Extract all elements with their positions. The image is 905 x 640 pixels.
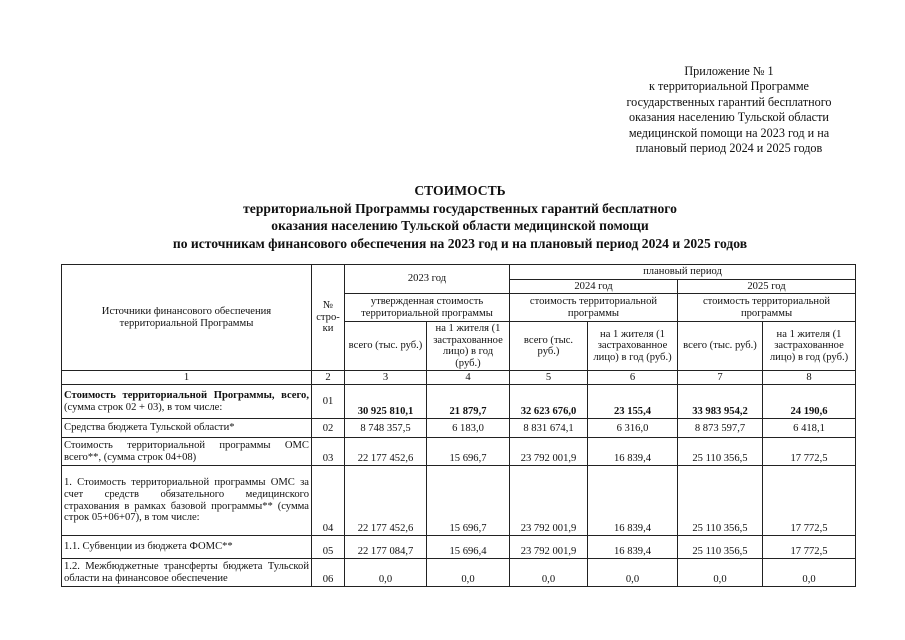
value-cell: 25 110 356,5 bbox=[678, 536, 763, 559]
row-label bbox=[62, 385, 312, 419]
value-cell: 15 696,7 bbox=[427, 466, 510, 536]
column-number: 4 bbox=[427, 371, 510, 385]
table-row bbox=[62, 419, 856, 438]
value-cell: 23 155,4 bbox=[588, 385, 678, 419]
value-cell: 22 177 084,7 bbox=[345, 536, 427, 559]
appendix-line: к территориальной Программе bbox=[649, 79, 809, 94]
title-line: территориальной Программы государственных гарантий бесплатного bbox=[243, 200, 677, 216]
value-cell: 0,0 bbox=[588, 559, 678, 587]
value-cell: 21 879,7 bbox=[427, 385, 510, 419]
value-cell: 6 183,0 bbox=[427, 419, 510, 438]
header-per-capita-2024: на 1 жителя (1 застрахованное лицо) в год (руб.) bbox=[588, 322, 678, 371]
value-cell: 6 418,1 bbox=[763, 419, 856, 438]
value-cell: 0,0 bbox=[510, 559, 588, 587]
row-code: 05 bbox=[312, 536, 345, 559]
value-cell: 24 190,6 bbox=[763, 385, 856, 419]
column-number-row bbox=[62, 371, 856, 385]
value-cell: 8 873 597,7 bbox=[678, 419, 763, 438]
header-total-2024: всего (тыс. руб.) bbox=[510, 322, 588, 371]
value-cell: 8 748 357,5 bbox=[345, 419, 427, 438]
value-cell: 17 772,5 bbox=[763, 466, 856, 536]
table-row bbox=[62, 536, 856, 559]
value-cell: 15 696,4 bbox=[427, 536, 510, 559]
column-number: 6 bbox=[588, 371, 678, 385]
document-title bbox=[60, 182, 860, 252]
value-cell: 32 623 676,0 bbox=[510, 385, 588, 419]
row-code: 06 bbox=[312, 559, 345, 587]
appendix-line: медицинской помощи на 2023 год и на bbox=[628, 125, 830, 140]
appendix-line: оказания населению Тульской области bbox=[629, 110, 829, 125]
title-line: оказания населению Тульской области медицинской помощи bbox=[271, 218, 649, 234]
value-cell: 0,0 bbox=[678, 559, 763, 587]
value-cell: 6 316,0 bbox=[588, 419, 678, 438]
header-total-2023: всего (тыс. руб.) bbox=[345, 322, 427, 371]
table-row bbox=[62, 559, 856, 587]
title-line: СТОИМОСТЬ bbox=[414, 183, 506, 198]
header-year-2024: 2024 год bbox=[510, 279, 678, 294]
value-cell: 33 983 954,2 bbox=[678, 385, 763, 419]
value-cell: 16 839,4 bbox=[588, 536, 678, 559]
header-total-2025: всего (тыс. руб.) bbox=[678, 322, 763, 371]
value-cell: 17 772,5 bbox=[763, 438, 856, 466]
column-number: 7 bbox=[678, 371, 763, 385]
table-row bbox=[62, 385, 856, 419]
header-source: Источники финансового обеспечения территориальной Программы bbox=[62, 265, 312, 371]
column-number: 1 bbox=[62, 371, 312, 385]
table-row bbox=[62, 438, 856, 466]
title-line: по источникам финансового обеспечения на 2023 год и на плановый период 2024 и 2025 годов bbox=[172, 235, 748, 251]
appendix-line: плановый период 2024 и 2025 годов bbox=[635, 141, 823, 156]
column-number: 5 bbox=[510, 371, 588, 385]
row-code: 02 bbox=[312, 419, 345, 438]
value-cell: 0,0 bbox=[345, 559, 427, 587]
row-code: 04 bbox=[312, 466, 345, 536]
value-cell: 16 839,4 bbox=[588, 438, 678, 466]
row-code: 03 bbox=[312, 438, 345, 466]
value-cell: 0,0 bbox=[427, 559, 510, 587]
value-cell: 17 772,5 bbox=[763, 536, 856, 559]
header-per-capita-2025: на 1 жителя (1 застрахованное лицо) в год (руб.) bbox=[763, 322, 856, 371]
value-cell: 30 925 810,1 bbox=[345, 385, 427, 419]
row-label: 1.2. Межбюджетные трансферты бюджета Тульской области на финансовое обеспечение bbox=[62, 559, 312, 587]
header-row-number: № стро-ки bbox=[312, 265, 345, 371]
appendix-note bbox=[600, 64, 858, 156]
header-per-capita-2023: на 1 жителя (1 застрахованное лицо) в год (руб.) bbox=[427, 322, 510, 371]
header-program-cost-2025: стоимость территориальной программы bbox=[678, 294, 856, 322]
header-year-2023: 2023 год bbox=[345, 265, 510, 294]
row-label: 1. Стоимость территориальной программы ОМС за счет средств обязательного медицинского страхования в рамках базовой программы** (сумма строк 05+06+07), в том числе: bbox=[62, 466, 312, 536]
table-row bbox=[62, 466, 856, 536]
value-cell: 22 177 452,6 bbox=[345, 466, 427, 536]
value-cell: 23 792 001,9 bbox=[510, 438, 588, 466]
column-number: 2 bbox=[312, 371, 345, 385]
value-cell: 8 831 674,1 bbox=[510, 419, 588, 438]
value-cell: 22 177 452,6 bbox=[345, 438, 427, 466]
header-program-cost-2024: стоимость территориальной программы bbox=[510, 294, 678, 322]
appendix-line: Приложение № 1 bbox=[684, 64, 774, 78]
value-cell: 0,0 bbox=[763, 559, 856, 587]
header-year-2025: 2025 год bbox=[678, 279, 856, 294]
row-label: Стоимость территориальной программы ОМС всего**, (сумма строк 04+08) bbox=[62, 438, 312, 466]
row-label: 1.1. Субвенции из бюджета ФОМС** bbox=[62, 536, 312, 559]
value-cell: 25 110 356,5 bbox=[678, 438, 763, 466]
column-number: 8 bbox=[763, 371, 856, 385]
column-number: 3 bbox=[345, 371, 427, 385]
cost-table bbox=[61, 264, 856, 587]
value-cell: 25 110 356,5 bbox=[678, 466, 763, 536]
row-label-rest: (сумма строк 02 + 03), в том числе: bbox=[64, 401, 223, 413]
row-code: 01 bbox=[312, 385, 345, 419]
header-approved-cost: утвержденная стоимость территориальной программы bbox=[345, 294, 510, 322]
value-cell: 23 792 001,9 bbox=[510, 466, 588, 536]
value-cell: 15 696,7 bbox=[427, 438, 510, 466]
appendix-line: государственных гарантий бесплатного bbox=[626, 94, 832, 109]
row-label-bold: Стоимость территориальной Программы, всего, bbox=[64, 389, 309, 401]
value-cell: 23 792 001,9 bbox=[510, 536, 588, 559]
header-planned-period: плановый период bbox=[510, 265, 856, 280]
row-label: Средства бюджета Тульской области* bbox=[62, 419, 312, 438]
value-cell: 16 839,4 bbox=[588, 466, 678, 536]
